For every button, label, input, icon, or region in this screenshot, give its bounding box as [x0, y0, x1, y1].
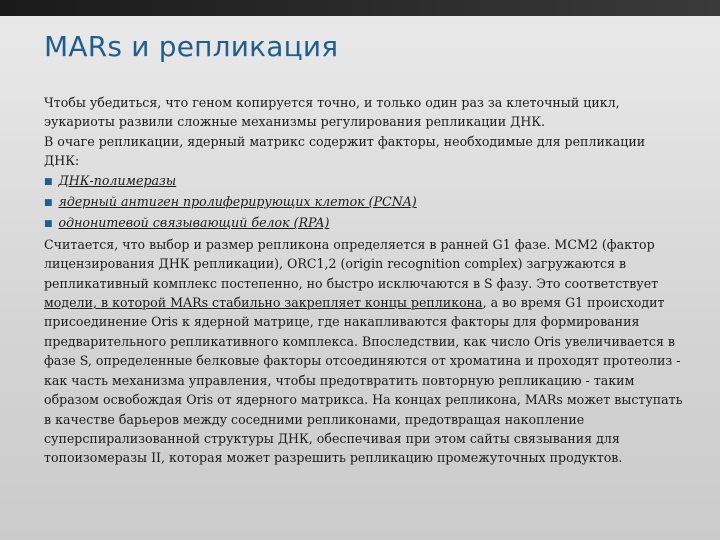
intro-paragraph-2: В очаге репликации, ядерный матрикс содержит факторы, необходимые для репликации ДНК: — [44, 133, 646, 169]
bullet-text: ДНК-полимеразы — [58, 172, 177, 188]
body-text-end: , а во время G1 происходит присоединение Oris к ядерной матрице, где накапливаются факторы для формирования предварительного репликативного комплекса. Впоследствии, как число Oris увеличивается в фазе S, определенные белковые факторы отсоединяются от хроматина и проходят протеолиз - как часть механизма управления, чтобы предотвратить повторную репликацию - таким образом освобождая Oris от ядерного матрикса. На концах репликона, MARs может выступать в качестве барьеров между соседними репликонами, предотвращая накопление суперспирализованной структуры ДНК, обеспечивая при этом сайты связывания для топоизомеразы II, которая может разрешить репликацию промежуточных продуктов. — [44, 295, 683, 466]
bullet-item — [44, 192, 684, 213]
slide-content — [44, 93, 684, 468]
bullet-item — [44, 213, 684, 234]
top-bar — [0, 0, 720, 16]
slide-title: MARs и репликация — [44, 30, 339, 63]
body-paragraph — [44, 235, 684, 468]
body-text-underlined: модели, в которой MARs стабильно закрепляет концы репликона — [44, 295, 483, 311]
bullet-marker-icon: ■ — [44, 198, 53, 209]
intro-paragraph-1: Чтобы убедиться, что геном копируется точно, и только один раз за клеточный цикл, эукариоты развили сложные механизмы регулирования репликации ДНК. — [44, 95, 620, 130]
bullet-marker-icon: ■ — [44, 219, 53, 230]
bullet-marker-icon: ■ — [44, 176, 53, 187]
bullet-text: ядерный антиген пролиферирующих клеток (PCNA) — [58, 194, 417, 210]
bullet-text: однонитевой связывающий белок (RPA) — [58, 215, 330, 231]
bullet-item — [44, 171, 684, 192]
body-text-start: Считается, что выбор и размер репликона определяется в ранней G1 фазе. MCM2 (фактор лицензирования ДНК репликации), ORC1,2 (origin recognition complex) загружаются в репликативный комплекс постепенно, но быстро исключаются в S фазу. Это соответствует — [44, 236, 659, 291]
